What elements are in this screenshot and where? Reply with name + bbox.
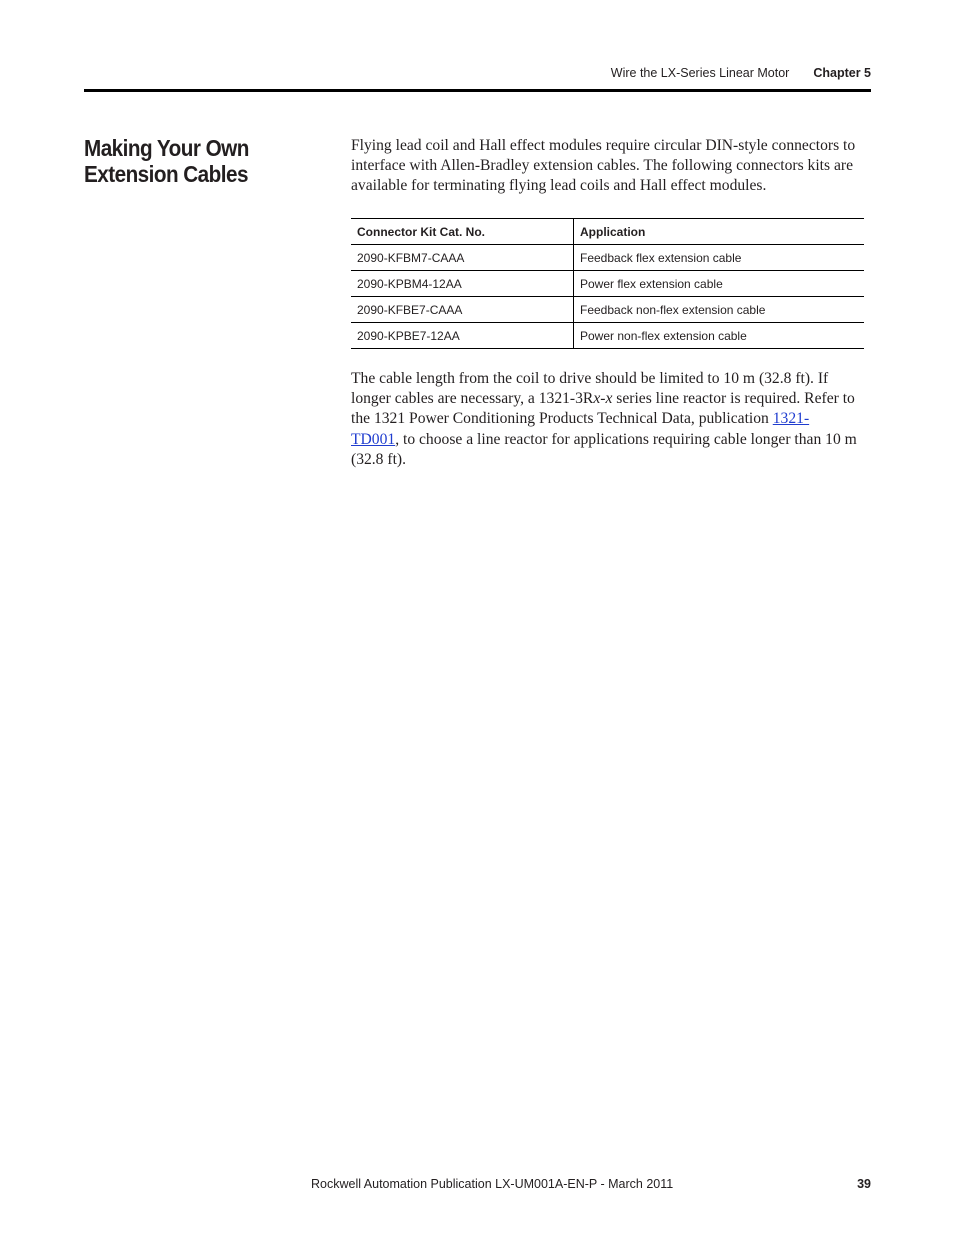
section-title-line2: Extension Cables <box>84 161 248 187</box>
footer-publication: Rockwell Automation Publication LX-UM001A-EN-P - March 2011 <box>311 1177 674 1191</box>
para2-italic: x-x <box>593 390 613 408</box>
page-number: 39 <box>857 1177 871 1191</box>
table-cell: 2090-KPBM4-12AA <box>351 271 574 297</box>
section-title-line1: Making Your Own <box>84 135 249 161</box>
header-chapter: Chapter 5 <box>813 66 871 80</box>
table-cell: Feedback flex extension cable <box>574 245 865 271</box>
table-cell: 2090-KFBM7-CAAA <box>351 245 574 271</box>
table-row <box>351 271 864 297</box>
table-cell: 2090-KPBE7-12AA <box>351 323 574 349</box>
td001-link-line2: TD001 <box>351 430 396 448</box>
td001-link-line1: 1321- <box>772 410 810 428</box>
section-title <box>84 135 291 187</box>
header-rule <box>84 89 871 92</box>
table-cell: Power non-flex extension cable <box>574 323 865 349</box>
connector-kit-table <box>351 218 864 349</box>
table-row <box>351 297 864 323</box>
page-header <box>611 66 871 80</box>
table-header-cell: Application <box>574 219 865 245</box>
header-title: Wire the LX-Series Linear Motor <box>610 66 790 80</box>
table-header-row <box>351 219 864 245</box>
para2-text-1: The cable length from the coil to drive should be limited to 10 m (32.8 ft). If longer cables are necessary, a 1321-3R <box>351 370 829 408</box>
table-row <box>351 245 864 271</box>
table-row <box>351 323 864 349</box>
cable-length-paragraph <box>351 369 871 470</box>
table-cell: 2090-KFBE7-CAAA <box>351 297 574 323</box>
table-cell: Power flex extension cable <box>574 271 865 297</box>
intro-paragraph: Flying lead coil and Hall effect modules require circular DIN-style connectors to interface with Allen-Bradley extension cables. The following connectors kits are available for terminating flying lead coils and Hall effect modules. <box>351 137 856 195</box>
table-header-cell: Connector Kit Cat. No. <box>351 219 574 245</box>
para2-text-3: , to choose a line reactor for applications requiring cable longer than 10 m (32.8 ft). <box>351 430 857 468</box>
para2-text-2: series line reactor is required. Refer to the 1321 Power Conditioning Products Technical Data, publication <box>351 390 855 428</box>
table-cell: Feedback non-flex extension cable <box>574 297 865 323</box>
